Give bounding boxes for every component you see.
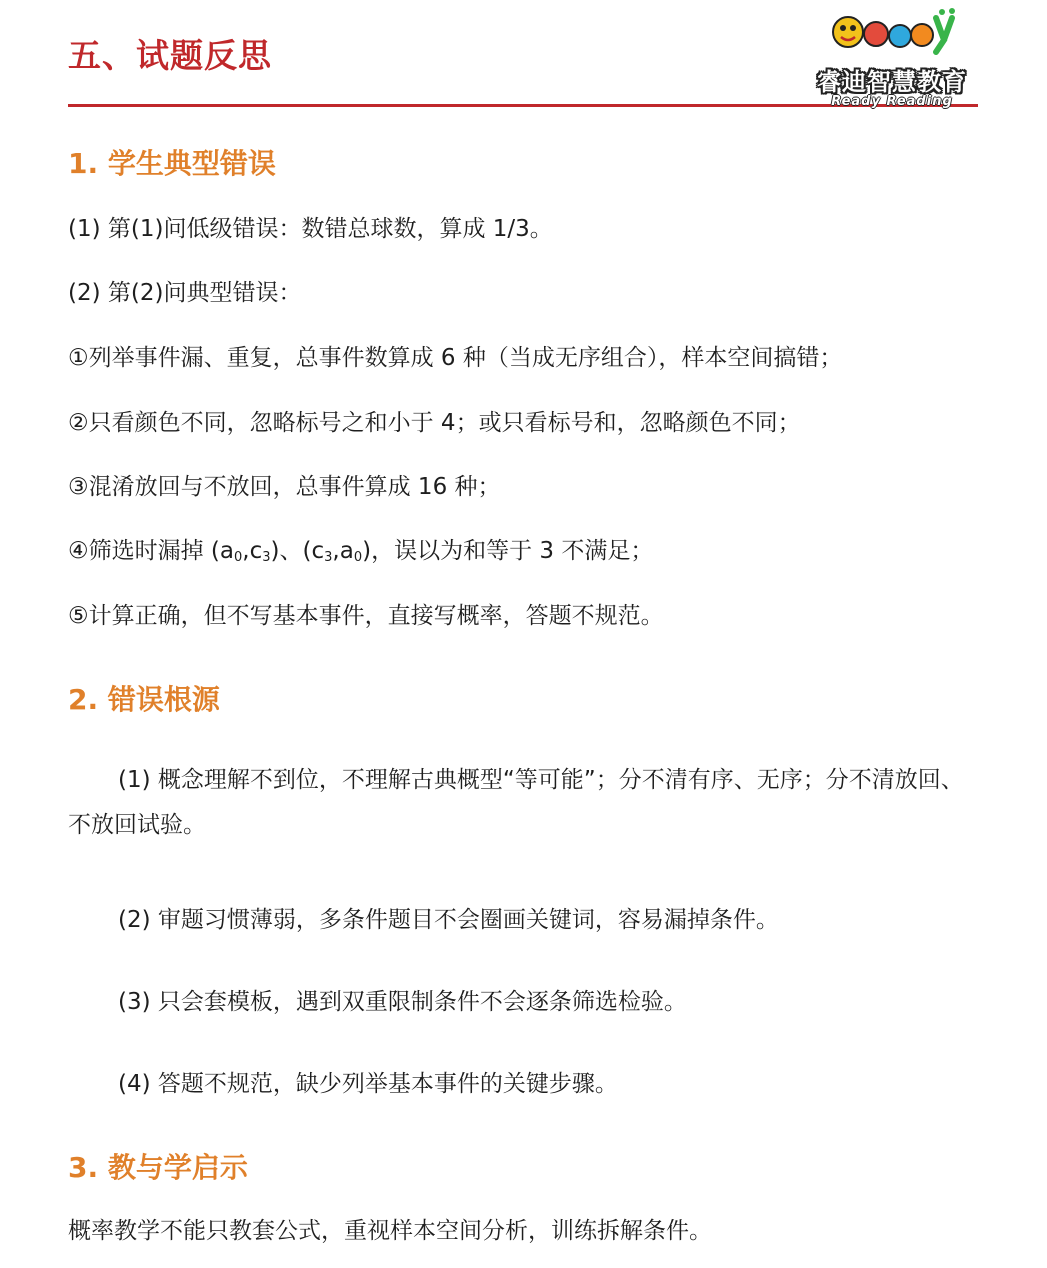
error-line-q1: (1) 第(1)问低级错误：数错总球数，算成 1/3。 <box>68 216 553 242</box>
subscript: 3 <box>262 550 271 565</box>
error-item-4 <box>68 532 653 565</box>
subscript: 3 <box>324 550 333 565</box>
error-item-3: ③混淆放回与不放回，总事件算成 16 种； <box>68 474 501 500</box>
error-line-q2: (2) 第(2)问典型错误： <box>68 280 302 306</box>
section-heading-error-roots: 2. 错误根源 <box>68 683 220 716</box>
error-item-5: ⑤计算正确，但不写基本事件，直接写概率，答题不规范。 <box>68 603 664 629</box>
teaching-insight-text: 概率教学不能只教套公式，重视样本空间分析，训练拆解条件。 <box>68 1218 712 1244</box>
logo-english-text: Ready Reading <box>831 94 953 109</box>
subscript: 0 <box>353 550 363 565</box>
section-heading-typical-errors: 1. 学生典型错误 <box>68 147 276 180</box>
section-heading-teaching-insights: 3. 教与学启示 <box>68 1151 248 1184</box>
error-item-2: ②只看颜色不同，忽略标号之和小于 4；或只看标号和，忽略颜色不同； <box>68 410 801 436</box>
error-item-4-text-c: )、(c <box>270 538 325 564</box>
page-title: 五、试题反思 <box>68 36 272 75</box>
root-cause-3: (3) 只会套模板，遇到双重限制条件不会逐条筛选检验。 <box>118 989 687 1015</box>
brand-logo <box>808 6 976 114</box>
error-item-4-text-a: ④筛选时漏掉 (a <box>68 538 234 564</box>
subscript: 0 <box>234 550 243 565</box>
root-cause-4: (4) 答题不规范，缺少列举基本事件的关键步骤。 <box>118 1071 618 1097</box>
ready-mascot-logo-art <box>832 6 956 56</box>
logo-chinese-text: 睿迪智慧教育 <box>817 68 967 96</box>
root-cause-1: (1) 概念理解不到位，不理解古典概型“等可能”；分不清有序、无序；分不清放回、不放回试验。 <box>68 767 964 838</box>
root-cause-2: (2) 审题习惯薄弱，多条件题目不会圈画关键词，容易漏掉条件。 <box>118 907 779 933</box>
error-item-4-text-d: ,a <box>332 538 354 564</box>
error-item-4-text-e: )，误以为和等于 3 不满足； <box>362 538 654 564</box>
error-item-1: ①列举事件漏、重复，总事件数算成 6 种（当成无序组合），样本空间搞错； <box>68 345 843 371</box>
error-item-4-text-b: ,c <box>242 538 263 564</box>
